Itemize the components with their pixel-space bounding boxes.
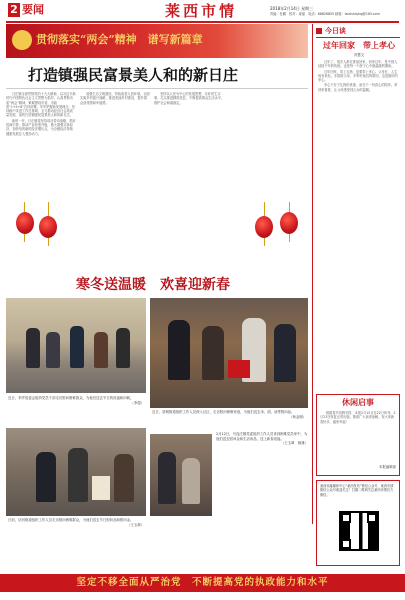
notice-sign: 本报编辑部 (379, 465, 396, 469)
photo-figure (94, 332, 108, 368)
caption-text: 近日，望城街道组织工作人员深入社区，走访慰问困难家庭，为他们送去米、面、油等慰问品。 (152, 410, 295, 414)
party-emblem-icon (12, 30, 32, 50)
column-separator (312, 24, 313, 524)
photo-figure (114, 454, 134, 502)
lantern-string (24, 202, 25, 212)
photo-figure (274, 324, 296, 382)
page-number-badge: 2 (8, 3, 20, 17)
editor-line: 责编：杜鹏 校对：姜丽 电话：88826855 邮箱：laixishiqing@163.com (270, 12, 380, 16)
header-rule (6, 21, 399, 23)
date-line: 2018年2月14日 星期三 (270, 6, 314, 11)
lead-paragraph: 坚持以人民为中心的发展思想，办好民生实事，扎实推进精准扶贫，不断提高群众生活水平，维护社会和谐稳定。 (154, 92, 225, 105)
masthead-title: 莱西市情 (165, 2, 238, 20)
qr-finder-icon (367, 513, 377, 523)
lantern-icon (39, 216, 57, 238)
today-title: 过年回家 带上孝心 (323, 41, 395, 50)
banner (6, 24, 308, 58)
caption-text: 近日，李亭居委会组织党员干部走访慰问困难群众，为他们送去节日的祝福和问候。 (8, 396, 134, 400)
photo-figure (26, 328, 40, 368)
photo-figure (158, 452, 176, 504)
lead-paragraph: 新的一年，日庄镇将坚持项目带动战略，抓好招商引资，推动产业转型升级，做大做强实体经济，加快培育新的经济增长点，为全镇经济持续健康发展注入强劲动力。 (6, 118, 76, 136)
today-header-label: 今日谈 (325, 27, 346, 35)
caption-text: 日前，沽河街道组织工作人员走访慰问困难群众，为他们送去节日慰问品和慰问金。 (8, 518, 134, 522)
photo-visit-home (150, 298, 308, 408)
lead-paragraph: 加强生态文明建设，持续改善人居环境，全面实施乡村振兴战略，推进美丽乡村建设，提升群众获得感和幸福感。 (80, 92, 150, 105)
today-marker-icon (316, 28, 322, 34)
lead-article-title: 打造镇强民富景美人和的新日庄 (28, 66, 239, 84)
photo-figure (168, 320, 190, 380)
footer-slogan-bar (0, 574, 405, 592)
today-column-header (316, 26, 400, 38)
lantern-string (264, 202, 265, 216)
footer-slogan: 坚定不移全面从严治党 不断提高党的执政能力和水平 (76, 577, 329, 588)
mid-headline: 寒冬送温暖 欢喜迎新春 (76, 277, 230, 293)
caption-credit: （李超） (130, 400, 144, 405)
today-paragraph: 过年回家，带上礼物，更要带上孝心。父母在，人生尚有来处。多陪陪父母，多听听他们的唠叨，这是最好的孝心。 (318, 69, 398, 83)
lantern-string (48, 202, 49, 216)
photo-caption-3 (8, 518, 144, 542)
caption-credit: （王玉翠 姚雄） (280, 441, 308, 446)
lantern-string (289, 202, 290, 212)
photo-volunteers-street (6, 298, 146, 393)
caption-text: 2月12日，马连庄镇党委组织工作人员来到困难党员家中，为他们送去慰问金和生活用品，送上新春祝福。 (216, 432, 308, 441)
lead-paragraph: 日庄镇全面贯彻党的十九大精神，以习近平新时代中国特色社会主义思想为指导，认真贯彻市委“两会”精神，紧紧围绕市委、市政府“1+5+8”总体部署，牢牢把握新发展理念，坚持稳中求进工作总基调，全力推动经济社会高质量发展，加快打造镇强民富景美人和的新日庄。 (6, 92, 76, 118)
photo-figure (46, 332, 60, 368)
notice-body: 根据春节放假安排，本报2月15日至22日休刊，2月23日恢复正常出版。敬请广大读者谅解，祝大家新春快乐、阖家幸福！ (320, 411, 396, 424)
caption-credit: （杨金刚） (289, 414, 306, 419)
qr-code-icon[interactable] (341, 513, 377, 549)
photo-figure (116, 328, 130, 368)
photo-figure (36, 452, 56, 502)
lantern-tassel (48, 238, 49, 246)
photo-caption-1 (8, 396, 144, 424)
photo-figure (68, 448, 88, 502)
photo-elderly-visit (150, 434, 212, 516)
notice-box (316, 394, 400, 476)
section-label: 要闻 (22, 3, 44, 16)
photo-gift-box (228, 360, 250, 378)
caption-credit: （王玉翠） (127, 522, 144, 527)
photo-rice-bag (92, 476, 110, 500)
photo-figure (70, 326, 84, 368)
lead-rule (6, 88, 308, 89)
wechat-box (316, 480, 400, 566)
lantern-icon (255, 216, 273, 238)
today-paragraph: 孝心不在于礼物的贵重，而在于一份真心的陪伴。常回家看看，让父母感受到儿女的温暖。 (318, 83, 398, 92)
lantern-tassel (24, 234, 25, 242)
lantern-tassel (289, 234, 290, 242)
today-author: 冯慧文 (353, 53, 365, 57)
notice-title: 休闲启事 (342, 398, 374, 407)
photo-delivering-goods (6, 428, 146, 516)
photo-caption-2 (152, 410, 306, 430)
lantern-icon (16, 212, 34, 234)
qr-finder-icon (341, 539, 351, 549)
photo-figure (202, 326, 224, 380)
today-paragraph: 过年了，很多人都在准备回家。回家过年，是中国人延续千年的传统，也是每一个游子心中最温暖的期盼。 (318, 60, 398, 69)
lantern-icon (280, 212, 298, 234)
wechat-text: 莱西市融媒体中心“莱西发布”微信公众号、莱西市情微信公众号欢迎关注！扫描二维码关注莱西市情官方微信。 (320, 484, 394, 497)
today-body (318, 60, 400, 356)
photo-figure (182, 458, 200, 504)
qr-finder-icon (341, 513, 351, 523)
banner-slogan: 贯彻落实“两会”精神 谱写新篇章 (36, 33, 203, 46)
photo-caption-4 (216, 432, 308, 492)
lantern-tassel (264, 238, 265, 246)
page-header (0, 0, 405, 26)
